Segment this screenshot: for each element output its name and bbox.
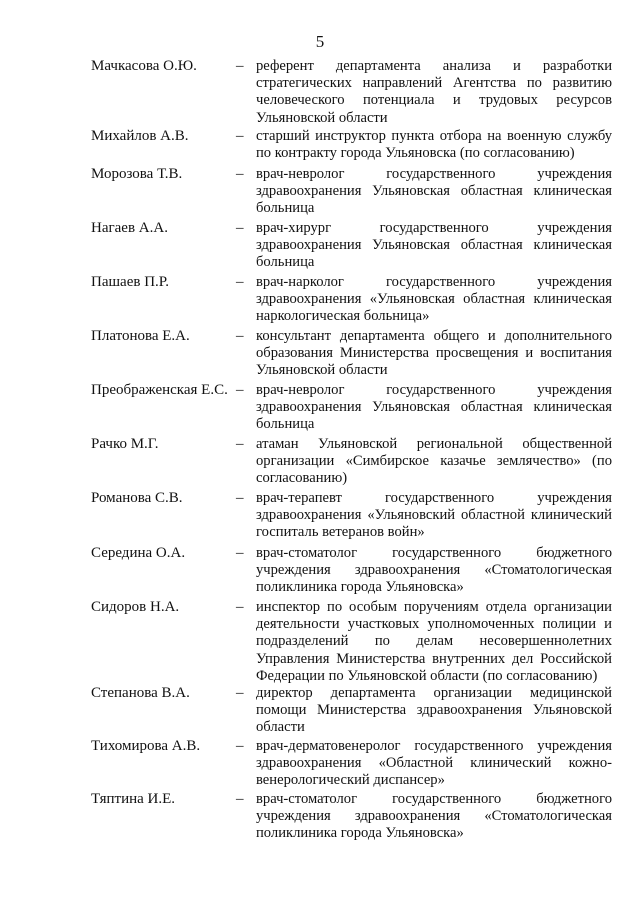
entry-name: Сидоров Н.А. [91,599,180,615]
entry-name: Преображенская Е.С. [91,382,228,398]
entry-name: Тяптина И.Е. [91,791,176,807]
entry-description: врач-нарколог государственного учреждения здравоохранения «Ульяновская областная клиническая наркологическая больница» [256,274,612,325]
entry-dash: – [236,545,244,561]
entry-name: Морозова Т.В. [91,166,183,182]
entry-name: Михайлов А.В. [91,128,189,144]
entry-dash: – [236,685,244,701]
entry-description: атаман Ульяновской региональной общественной организации «Симбирское казачье землячество» (по согласованию) [256,436,612,487]
entry-description: врач-невролог государственного учреждения здравоохранения Ульяновская областная клиническая больница [256,166,612,217]
entry-dash: – [236,274,244,290]
entry-dash: – [236,738,244,754]
entry-dash: – [236,599,244,615]
entry-name: Пашаев П.Р. [91,274,169,290]
entry-description: инспектор по особым поручениям отдела организации деятельности участковых уполномоченных полиции и подразделений по делам несовершеннолетних Управления Министерства внутренних дел Российской Федерации по Ульяновской области (по согласованию) [256,599,612,684]
entry-dash: – [236,166,244,182]
entry-name: Романова С.В. [91,490,183,506]
entry-description: старший инструктор пункта отбора на военную службу по контракту города Ульяновска (по согласованию) [256,128,612,162]
entry-description: врач-невролог государственного учреждения здравоохранения Ульяновская областная клиническая больница [256,382,612,433]
entry-description: врач-хирург государственного учреждения здравоохранения Ульяновская областная клиническая больница [256,220,612,271]
entry-description: врач-стоматолог государственного бюджетного учреждения здравоохранения «Стоматологическая поликлиника города Ульяновска» [256,791,612,842]
entry-dash: – [236,436,244,452]
entry-description: референт департамента анализа и разработки стратегических направлений Агентства по развитию человеческого потенциала и трудовых ресурсов Ульяновской области [256,58,612,126]
entry-name: Платонова Е.А. [91,328,190,344]
entry-name: Мачкасова О.Ю. [91,58,197,74]
entry-dash: – [236,220,244,236]
entry-name: Степанова В.А. [91,685,190,701]
entry-description: врач-терапевт государственного учреждения здравоохранения «Ульяновский областной клинический госпиталь ветеранов войн» [256,490,612,541]
entry-description: врач-стоматолог государственного бюджетного учреждения здравоохранения «Стоматологическая поликлиника города Ульяновска» [256,545,612,596]
entry-dash: – [236,58,244,74]
page-number: 5 [315,32,325,51]
entry-dash: – [236,128,244,144]
entry-description: врач-дерматовенеролог государственного учреждения здравоохранения «Областной клинический кожно-венерологический диспансер» [256,738,612,789]
entry-description: консультант департамента общего и дополнительного образования Министерства просвещения и воспитания Ульяновской области [256,328,612,379]
entry-name: Середина О.А. [91,545,186,561]
entry-dash: – [236,328,244,344]
entry-name: Тихомирова А.В. [91,738,201,754]
entry-dash: – [236,382,244,398]
entry-description: директор департамента организации медицинской помощи Министерства здравоохранения Ульяновской области [256,685,612,736]
entry-dash: – [236,490,244,506]
entry-dash: – [236,791,244,807]
entry-name: Нагаев А.А. [91,220,168,236]
entry-name: Рачко М.Г. [91,436,159,452]
